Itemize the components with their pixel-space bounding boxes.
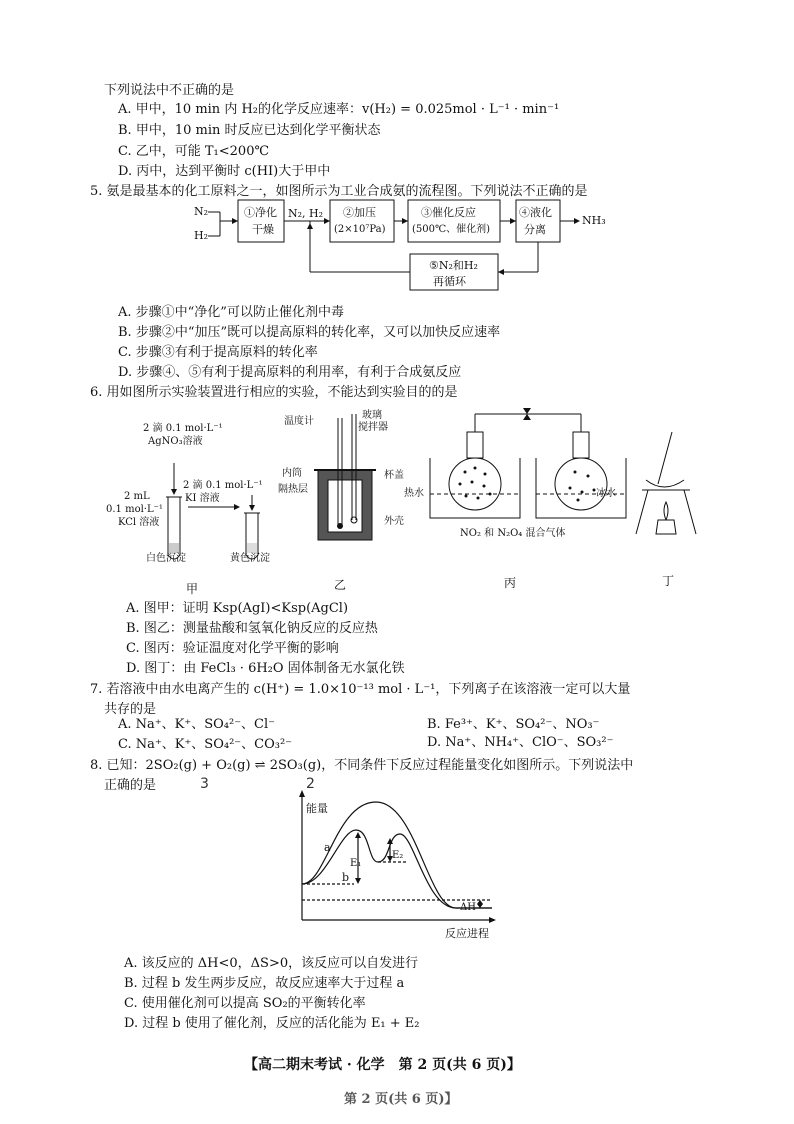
q8-option-a: A. 该反应的 ΔH<0，ΔS>0，该反应可以自发进行 [124,956,419,971]
flow-input-h2: H₂ [194,229,209,242]
q6-apparatus-ding [628,430,708,540]
yi-insulation-label: 隔热层 [278,484,308,495]
q4-option-a: A. 甲中，10 min 内 H₂的化学反应速率：v(H₂) = 0.025mol · L⁻¹ · min⁻¹ [118,102,560,117]
q4-option-b: B. 甲中，10 min 时反应已达到化学平衡状态 [118,123,381,138]
graph-curve-b-label: b [342,871,350,884]
q5-option-c: C. 步骤③有利于提高原料的转化率 [118,345,318,360]
q4-option-d: D. 丙中，达到平衡时 c(HI)大于甲中 [118,164,331,179]
bing-hot-water-label: 热水 [404,488,424,499]
bing-caption: 丙 [504,576,517,590]
graph-x-label: 反应进程 [445,927,489,940]
q6-option-a: A. 图甲：证明 Ksp(AgI)<Ksp(AgCl) [126,601,349,616]
q6-option-b: B. 图乙：测量盐酸和氢氧化钠反应的反应热 [126,621,378,636]
q6-stem: 6. 用如图所示实验装置进行相应的实验，不能达到实验目的的是 [90,385,458,400]
q6-option-d: D. 图丁：由 FeCl₃ · 6H₂O 固体制备无水氯化铁 [126,661,405,676]
q5-option-d: D. 步骤④、⑤有利于提高原料的利用率，有利于合成氨反应 [118,365,462,380]
q7-option-d: D. Na⁺、NH₄⁺、ClO⁻、SO₃²⁻ [427,735,614,750]
page-footer-ghost: 第 2 页(共 6 页)】 [344,1092,458,1107]
q6-option-c: C. 图丙：验证温度对化学平衡的影响 [126,641,339,656]
q8-option-b: B. 过程 b 发生两步反应，故反应速率大于过程 a [124,976,405,991]
flow-input-n2: N₂ [194,205,209,218]
handwritten-mark-2: 2 [306,776,315,792]
jia-drop1-line1: 2 滴 0.1 mol·L⁻¹ [143,423,223,434]
yi-lid-label: 杯盖 [384,470,404,481]
q4-option-c: C. 乙中，可能 T₁<200℃ [118,144,270,159]
graph-y-label: 能量 [306,802,328,815]
flow-mid-label: N₂, H₂ [288,207,324,220]
jia-caption: 甲 [186,582,199,596]
jia-drop2-line1: 2 滴 0.1 mol·L⁻¹ [183,480,263,491]
flow-box4-line1: ④液化 [519,206,552,219]
flow-box3-line1: ③催化反应 [421,206,476,219]
jia-kcl-volume: 2 mL [124,491,150,502]
graph-e2-label: E₂ [392,850,404,861]
q8-option-c: C. 使用催化剂可以提高 SO₂的平衡转化率 [124,996,366,1011]
graph-e1-label: E₁ [350,858,362,869]
q5-option-a: A. 步骤①中“净化”可以防止催化剂中毒 [118,305,344,320]
q7-stem: 7. 若溶液中由水电离产生的 c(H⁺) = 1.0×10⁻¹³ mol · L⁻¹，下列离子在该溶液一定可以大量 [90,682,631,697]
jia-drop1-line2: AgNO₃溶液 [148,436,203,447]
graph-curve-a-label: a [324,841,331,854]
q8-option-d: D. 过程 b 使用了催化剂，反应的活化能为 E₁ + E₂ [124,1016,420,1031]
flow-box2-line2: (2×10⁷Pa) [334,224,386,235]
q7-option-b: B. Fe³⁺、K⁺、SO₄²⁻、NO₃⁻ [427,717,600,732]
jia-yellow-precipitate: 黄色沉淀 [230,553,270,564]
handwritten-mark-3: 3 [200,776,209,792]
jia-drop2-line2: KI 溶液 [185,493,220,504]
bing-gas-mixture-label: NO₂ 和 N₂O₄ 混合气体 [460,528,566,539]
jia-kcl-conc: 0.1 mol·L⁻¹ [106,504,163,515]
flow-box4-line2: 分离 [524,223,546,236]
q7-option-a: A. Na⁺、K⁺、SO₄²⁻、Cl⁻ [118,717,276,732]
yi-thermometer-label: 温度计 [284,416,314,427]
flow-output-nh3: NH₃ [582,214,606,227]
yi-inner-cup-label: 内筒 [282,468,302,479]
page-footer: 【高二期末考试 · 化学 第 2 页(共 6 页)】 [244,1057,521,1073]
flow-box1-line1: ①净化 [244,206,277,219]
q5-option-b: B. 步骤②中“加压”既可以提高原料的转化率，又可以加快反应速率 [118,325,501,340]
q8-stem: 8. 已知：2SO₂(g) + O₂(g) ⇌ 2SO₃(g)，不同条件下反应过程能量变化如图所示。下列说法中 [90,758,634,773]
yi-stirrer-line2: 搅拌器 [358,422,388,433]
flow-box3-line2: (500℃、催化剂) [412,224,491,235]
q8-stem-line2: 正确的是 [104,778,157,793]
q7-option-c: C. Na⁺、K⁺、SO₄²⁻、CO₃²⁻ [118,737,293,752]
flow-box1-line2: 干燥 [252,223,274,236]
bing-ice-water-label: 冰水 [596,488,616,499]
yi-caption: 乙 [334,578,347,592]
q6-apparatus-bing [420,406,630,531]
jia-kcl-solution: KCl 溶液 [118,517,160,528]
yi-shell-label: 外壳 [384,516,404,527]
jia-white-precipitate: 白色沉淀 [146,553,186,564]
q5-stem: 5. 氨是最基本的化工原料之一，如图所示为工业合成氨的流程图。下列说法不正确的是 [90,184,588,199]
yi-stirrer-line1: 玻璃 [362,410,382,421]
graph-delta-h-label: ΔH [460,902,476,913]
flow-box2-line1: ②加压 [343,206,376,219]
q7-stem-line2: 共存的是 [104,702,157,717]
ding-caption: 丁 [662,574,675,588]
flow-box5-line1: ⑤N₂和H₂ [429,259,478,272]
flow-box5-line2: 再循环 [433,275,466,288]
q4-stem: 下列说法中不正确的是 [104,83,235,98]
